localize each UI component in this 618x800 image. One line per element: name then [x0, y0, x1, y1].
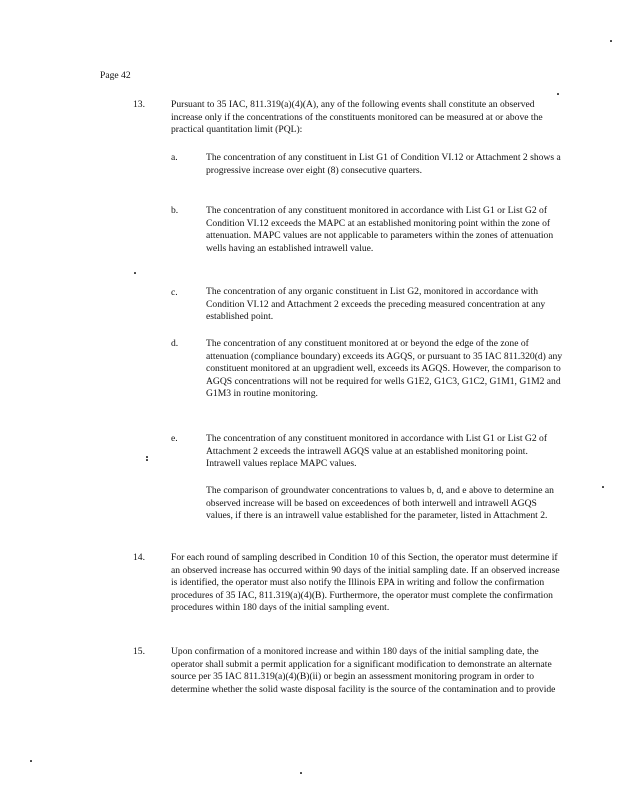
item-13-number: 13.	[133, 99, 145, 110]
item-15-number: 15.	[133, 646, 145, 657]
scan-speck	[557, 93, 559, 95]
scan-speck	[30, 760, 32, 762]
item-13c-text: The concentration of any organic constituent in List G2, monitored in accordance with Condition VI.12 and Attachment 2 exceeds the preceding measured concentration at any established point.	[206, 286, 546, 323]
item-14-number: 14.	[133, 552, 145, 563]
item-14-text: For each round of sampling described in Condition 10 of this Section, the operator must determine if an observed increase has occurred within 90 days of the initial sampling date. If an observed increase is identified, the operator must also notify the Illinois EPA in writing and follow the confirmation procedures of 35 IAC, 811.319(a)(4)(B). Furthermore, the operator must complete the confirmation procedures within 180 days of the initial sampling event.	[171, 552, 560, 614]
scan-speck	[602, 486, 604, 488]
scan-speck	[134, 272, 136, 274]
page-number: Page 42	[100, 70, 131, 81]
item-13a-text: The concentration of any constituent in List G1 of Condition VI.12 or Attachment 2 shows a progressive increase over eight (8) consecutive quarters.	[206, 152, 561, 176]
scan-speck	[610, 40, 612, 42]
item-13e-text: The concentration of any constituent monitored in accordance with List G1 or List G2 of Attachment 2 exceeds the intrawell AGQS value at an established monitoring point. Intrawell values replace MAPC values.	[206, 433, 548, 470]
item-13a-letter: a.	[171, 152, 178, 163]
item-13b-text: The concentration of any constituent monitored in accordance with List G1 or List G2 of Condition VI.12 exceeds the MAPC at an established monitoring point within the zone of attenuation. MAPC values are not applicable to parameters within the zones of attenuation wells having an established intrawell value.	[206, 205, 554, 254]
item-13d-letter: d.	[171, 338, 179, 349]
scan-speck	[146, 459, 148, 461]
scan-speck	[300, 772, 302, 774]
item-15-text: Upon confirmation of a monitored increase and within 180 days of the initial sampling date, the operator shall submit a permit application for a significant modification to demonstrate an alternate source per 35 IAC 811.319(a)(4)(B)(ii) or begin an assessment monitoring program in order to determine whether the solid waste disposal facility is the source of the contamination and to provide	[171, 646, 556, 695]
item-13-text: Pursuant to 35 IAC, 811.319(a)(4)(A), any of the following events shall constitute an observed increase only if the concentrations of the constituents monitored can be measured at or above the practical quantitation limit (PQL):	[171, 99, 543, 136]
item-13b-letter: b.	[171, 205, 179, 216]
item-13d-text: The concentration of any constituent monitored at or beyond the edge of the zone of attenuation (compliance boundary) exceeds its AGQS, or pursuant to 35 IAC 811.320(d) any constituent monitored at an upgradient well, exceeds its AGQS. However, the comparison to AGQS concentrations will not be required for wells G1E2, G1C3, G1C2, G1M1, G1M2 and G1M3 in routine monitoring.	[206, 338, 563, 400]
item-13e-letter: e.	[171, 433, 178, 444]
item-13e-note: The comparison of groundwater concentrations to values b, d, and e above to determine an observed increase will be based on exceedences of both interwell and intrawell AGQS values, if there is an intrawell value established for the parameter, listed in Attachment 2.	[206, 485, 554, 522]
scan-speck	[146, 456, 148, 458]
item-13c-letter: c.	[171, 287, 178, 298]
